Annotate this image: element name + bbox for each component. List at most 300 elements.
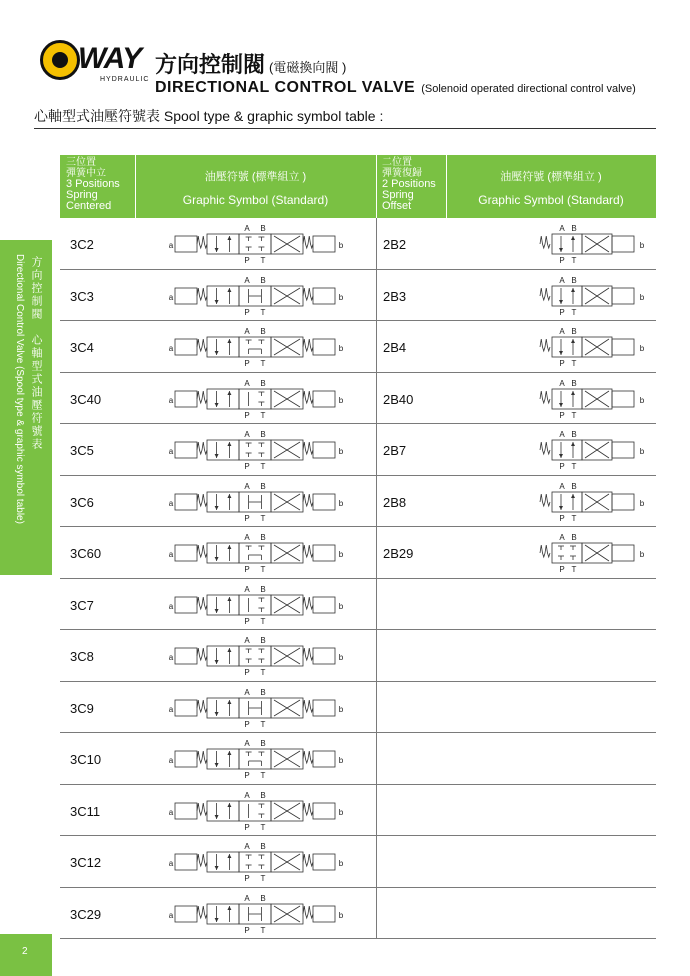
spring-a — [197, 494, 207, 506]
solenoid-a-box — [175, 854, 197, 870]
port-p-label: P — [244, 410, 250, 420]
spring-offset — [540, 545, 550, 557]
port-t-label: T — [260, 359, 266, 368]
three-position-symbol — [169, 791, 344, 832]
port-b-label: B — [260, 636, 266, 645]
spring-b — [303, 854, 313, 866]
solenoid-b-box — [313, 288, 335, 304]
port-t-label: T — [571, 565, 577, 574]
table-row — [60, 270, 656, 322]
flow-arrow-head — [227, 597, 231, 601]
header3-en1: 3 Positions — [66, 178, 120, 190]
flow-arrow-head — [227, 648, 231, 652]
spring-b — [303, 700, 313, 712]
solenoid-a-label: a — [168, 292, 174, 302]
table-row — [60, 836, 656, 888]
spring-b — [303, 751, 313, 763]
port-t-label: T — [260, 771, 266, 780]
solenoid-a-box — [175, 545, 197, 561]
two-position-symbol — [540, 327, 645, 368]
symbol-canvas — [60, 888, 656, 939]
header3-en3: Centered — [66, 200, 112, 212]
flow-arrow-head — [571, 494, 575, 498]
three-position-symbol — [169, 482, 344, 523]
flow-arrow-head — [227, 906, 231, 910]
envelope-left — [207, 852, 239, 872]
symbol-canvas — [60, 424, 656, 475]
solenoid-box — [612, 442, 634, 458]
page-number-tab — [0, 934, 52, 976]
spring-offset — [540, 288, 550, 300]
solenoid-a-box — [175, 391, 197, 407]
port-a-label: A — [559, 224, 565, 233]
solenoid-b-label: b — [338, 344, 344, 353]
envelope-left — [552, 286, 582, 306]
port-b-label: B — [260, 533, 266, 542]
solenoid-a-label: a — [168, 807, 174, 817]
envelope-left — [552, 234, 582, 254]
port-t-label: T — [260, 616, 266, 626]
port-p-label: P — [244, 565, 250, 574]
envelope-left — [207, 749, 239, 769]
envelope-left — [207, 595, 239, 615]
page-number: 2 — [22, 946, 28, 957]
solenoid-b-label: b — [338, 447, 344, 456]
port-b-label: B — [571, 378, 577, 388]
solenoid-a-label: a — [168, 756, 174, 765]
solenoid-a-box — [175, 700, 197, 716]
spring-a — [197, 288, 207, 300]
flow-arrow-head — [227, 391, 231, 395]
spring-a — [197, 648, 207, 660]
envelope-center — [239, 440, 271, 460]
port-t-label: T — [571, 359, 577, 368]
solenoid-box — [612, 288, 634, 304]
three-position-symbol — [169, 379, 344, 420]
spool-code-3-position: 3C40 — [70, 391, 102, 407]
port-a-label: A — [244, 842, 250, 851]
port-a-label: A — [244, 739, 250, 748]
header2-en1: 2 Positions — [382, 178, 436, 190]
port-t-label: T — [260, 462, 266, 471]
envelope-center — [239, 749, 271, 769]
port-a-label: A — [559, 378, 565, 388]
spring-b — [303, 288, 313, 300]
spring-offset — [540, 339, 550, 351]
solenoid-a-label: a — [168, 344, 174, 353]
spring-a — [197, 391, 207, 403]
spring-a — [197, 803, 207, 815]
solenoid-a-box — [175, 288, 197, 304]
envelope-center — [239, 852, 271, 872]
solenoid-a-box — [175, 906, 197, 922]
port-p-label: P — [244, 462, 250, 471]
envelope-left — [207, 543, 239, 563]
port-p-label: P — [559, 513, 565, 523]
spring-a — [197, 545, 207, 557]
spool-code-2-position: 2B29 — [383, 546, 414, 561]
flow-arrow-head — [559, 403, 563, 407]
solenoid-box — [612, 391, 634, 407]
spring-b — [303, 545, 313, 557]
solenoid-b-box — [313, 236, 335, 252]
envelope-left — [552, 492, 582, 512]
flow-arrow-head — [215, 660, 219, 664]
solenoid-b-box — [313, 545, 335, 561]
spool-code-2-position: 2B40 — [383, 391, 414, 407]
flow-arrow-head — [227, 339, 231, 343]
port-b-label: B — [260, 378, 266, 388]
three-position-symbol — [169, 688, 344, 729]
flow-arrow-head — [559, 506, 563, 510]
solenoid-box — [612, 236, 634, 252]
solenoid-b-label: b — [338, 910, 344, 920]
table-row — [60, 373, 656, 425]
flow-arrow-head — [559, 300, 563, 304]
port-a-label: A — [244, 275, 250, 285]
three-position-symbol — [169, 327, 344, 368]
symbol-canvas — [60, 476, 656, 527]
port-a-label: A — [559, 275, 565, 285]
spring-offset — [540, 236, 550, 248]
flow-arrow-head — [559, 454, 563, 458]
side-tab-cn: 方向控制閥 心軸型式油壓符號表 — [30, 256, 42, 451]
solenoid-b-label: b — [639, 241, 645, 250]
flow-arrow-head — [227, 494, 231, 498]
solenoid-b-label: b — [338, 550, 344, 559]
header3-en2: Spring — [66, 189, 98, 201]
header-separator — [446, 155, 447, 218]
flow-arrow-head — [227, 545, 231, 549]
solenoid-a-box — [175, 236, 197, 252]
port-t-label: T — [260, 410, 266, 420]
port-b-label: B — [260, 275, 266, 285]
spring-a — [197, 597, 207, 609]
header2-cn1: 二位置 — [382, 157, 412, 168]
table-row — [60, 424, 656, 476]
port-b-label: B — [571, 430, 577, 439]
solenoid-b-label: b — [639, 550, 645, 559]
flow-arrow-head — [571, 442, 575, 446]
port-a-label: A — [244, 533, 250, 542]
header-2-positions — [376, 155, 446, 218]
port-p-label: P — [559, 256, 565, 265]
envelope-left — [207, 389, 239, 409]
title-en-sub: (Solenoid operated directional control valve) — [421, 83, 636, 95]
solenoid-b-label: b — [338, 807, 344, 817]
solenoid-b-box — [313, 442, 335, 458]
spring-a — [197, 700, 207, 712]
spool-code-2-position: 2B7 — [383, 443, 407, 458]
port-a-label: A — [244, 224, 250, 233]
solenoid-b-label: b — [338, 859, 344, 868]
envelope-left — [207, 492, 239, 512]
port-a-label: A — [559, 533, 565, 542]
spool-code-3-position: 3C10 — [70, 752, 102, 767]
table-row — [60, 630, 656, 682]
port-a-label: A — [244, 636, 250, 645]
port-a-label: A — [244, 790, 250, 800]
spring-b — [303, 339, 313, 351]
spool-code-2-position: 2B2 — [383, 237, 407, 252]
spool-code-3-position: 3C12 — [70, 855, 102, 870]
three-position-symbol — [169, 585, 344, 626]
flow-arrow-head — [215, 918, 219, 922]
spring-b — [303, 391, 313, 403]
solenoid-b-box — [313, 700, 335, 716]
symbol-canvas — [60, 682, 656, 733]
logo-text: WAY — [78, 42, 142, 75]
table-row — [60, 476, 656, 528]
flow-arrow-head — [227, 288, 231, 292]
port-t-label: T — [571, 307, 577, 317]
solenoid-a-label: a — [168, 653, 174, 662]
spring-offset — [540, 391, 550, 403]
port-a-label: A — [244, 327, 250, 336]
spring-b — [303, 597, 313, 609]
envelope-left — [207, 440, 239, 460]
section-divider — [34, 128, 656, 129]
envelope-left — [207, 286, 239, 306]
spring-a — [197, 854, 207, 866]
table-row — [60, 733, 656, 785]
port-b-label: B — [571, 327, 577, 336]
port-p-label: P — [559, 307, 565, 317]
spool-code-3-position: 3C8 — [70, 649, 94, 664]
envelope-center — [239, 595, 271, 615]
solenoid-b-box — [313, 494, 335, 510]
two-position-symbol — [540, 276, 645, 317]
header-symbol-en: Graphic Symbol (Standard) — [182, 193, 329, 207]
envelope-left — [207, 337, 239, 357]
spool-code-3-position: 3C7 — [70, 597, 94, 613]
port-t-label: T — [260, 256, 266, 265]
envelope-center — [239, 801, 271, 821]
solenoid-b-label: b — [639, 344, 645, 353]
solenoid-b-label: b — [338, 292, 344, 302]
flow-arrow-head — [227, 700, 231, 704]
flow-arrow-head — [215, 248, 219, 252]
port-p-label: P — [244, 256, 250, 265]
spring-b — [303, 906, 313, 918]
port-p-label: P — [244, 668, 250, 677]
flow-arrow-head — [559, 351, 563, 355]
envelope-center — [239, 646, 271, 666]
symbol-canvas — [60, 785, 656, 836]
flow-arrow-head — [571, 288, 575, 292]
solenoid-b-box — [313, 906, 335, 922]
table-row — [60, 785, 656, 837]
solenoid-b-label: b — [338, 653, 344, 662]
page-title-en — [155, 79, 636, 97]
spring-b — [303, 494, 313, 506]
symbol-canvas — [60, 630, 656, 681]
port-b-label: B — [260, 430, 266, 439]
port-t-label: T — [260, 565, 266, 574]
spring-a — [197, 339, 207, 351]
solenoid-a-box — [175, 751, 197, 767]
solenoid-b-label: b — [338, 395, 344, 405]
solenoid-b-box — [313, 751, 335, 767]
port-b-label: B — [260, 327, 266, 336]
solenoid-b-box — [313, 391, 335, 407]
flow-arrow-head — [215, 351, 219, 355]
port-p-label: P — [244, 359, 250, 368]
three-position-symbol — [169, 842, 344, 883]
flow-arrow-head — [215, 557, 219, 561]
envelope-left — [552, 440, 582, 460]
header2-en2: Spring — [382, 189, 414, 201]
table-row — [60, 218, 656, 270]
three-position-symbol — [169, 276, 344, 317]
solenoid-a-label: a — [168, 550, 174, 559]
two-position-symbol — [540, 482, 645, 523]
port-t-label: T — [260, 513, 266, 523]
solenoid-b-label: b — [338, 704, 344, 714]
port-a-label: A — [244, 481, 250, 491]
solenoid-a-box — [175, 803, 197, 819]
spool-code-2-position: 2B3 — [383, 288, 407, 304]
port-t-label: T — [571, 462, 577, 471]
solenoid-b-box — [313, 339, 335, 355]
table-row — [60, 682, 656, 734]
port-a-label: A — [559, 481, 565, 491]
table-row — [60, 321, 656, 373]
envelope-left — [207, 904, 239, 924]
port-t-label: T — [260, 874, 266, 883]
spool-code-3-position: 3C29 — [70, 906, 102, 922]
port-b-label: B — [571, 533, 577, 542]
solenoid-box — [612, 339, 634, 355]
envelope-left — [207, 234, 239, 254]
spring-a — [197, 906, 207, 918]
port-a-label: A — [244, 584, 250, 594]
solenoid-box — [612, 545, 634, 561]
port-p-label: P — [559, 565, 565, 574]
port-t-label: T — [571, 410, 577, 420]
port-t-label: T — [260, 668, 266, 677]
solenoid-b-box — [313, 854, 335, 870]
flow-arrow-head — [571, 236, 575, 240]
solenoid-a-label: a — [168, 395, 174, 405]
flow-arrow-head — [559, 248, 563, 252]
solenoid-a-box — [175, 442, 197, 458]
solenoid-a-box — [175, 339, 197, 355]
solenoid-box — [612, 494, 634, 510]
flow-arrow-head — [215, 866, 219, 870]
flow-arrow-head — [215, 609, 219, 613]
header-symbol-en-2: Graphic Symbol (Standard) — [478, 193, 624, 207]
solenoid-b-label: b — [338, 756, 344, 765]
port-b-label: B — [260, 842, 266, 851]
side-tab-en: Directional Control Valve (Spool type & graphic symbol table) — [14, 254, 25, 524]
spring-b — [303, 648, 313, 660]
symbol-canvas — [60, 270, 656, 321]
side-tab — [0, 240, 52, 575]
flow-arrow-head — [227, 442, 231, 446]
solenoid-b-label: b — [338, 241, 344, 250]
three-position-symbol — [169, 430, 344, 471]
header-symbol-cn: 油壓符號 (標準組立 ) — [204, 171, 307, 183]
port-p-label: P — [244, 822, 250, 832]
three-position-symbol — [169, 636, 344, 677]
solenoid-a-label: a — [168, 241, 174, 250]
envelope-left — [207, 646, 239, 666]
spool-code-2-position: 2B8 — [383, 494, 407, 510]
symbol-canvas — [60, 579, 656, 630]
title-cn-main: 方向控制閥 — [155, 52, 266, 77]
spool-code-3-position: 3C11 — [70, 803, 101, 819]
spool-table — [60, 218, 656, 939]
port-t-label: T — [571, 256, 577, 265]
spool-code-3-position: 3C9 — [70, 700, 94, 716]
port-t-label: T — [260, 822, 266, 832]
port-a-label: A — [244, 687, 250, 697]
spring-a — [197, 236, 207, 248]
solenoid-b-label: b — [639, 447, 645, 456]
flow-arrow-head — [571, 339, 575, 343]
envelope-left — [552, 543, 582, 563]
spool-code-2-position: 2B4 — [383, 340, 407, 355]
table-row — [60, 888, 656, 940]
flow-arrow-head — [215, 815, 219, 819]
solenoid-a-label: a — [168, 498, 174, 508]
solenoid-a-label: a — [168, 910, 174, 920]
spring-b — [303, 803, 313, 815]
flow-arrow-head — [227, 236, 231, 240]
title-en-main: DIRECTIONAL CONTROL VALVE — [155, 79, 416, 96]
solenoid-b-label: b — [338, 601, 344, 611]
port-b-label: B — [260, 790, 266, 800]
spool-code-3-position: 3C3 — [70, 288, 94, 304]
envelope-center — [239, 543, 271, 563]
three-position-symbol — [169, 894, 344, 935]
table-row — [60, 527, 656, 579]
port-a-label: A — [244, 893, 250, 903]
solenoid-a-label: a — [168, 859, 174, 868]
spool-code-3-position: 3C5 — [70, 443, 94, 458]
envelope-center — [239, 389, 271, 409]
two-position-symbol — [540, 533, 645, 574]
port-p-label: P — [244, 874, 250, 883]
port-t-label: T — [260, 307, 266, 317]
solenoid-b-box — [313, 597, 335, 613]
port-b-label: B — [260, 739, 266, 748]
port-b-label: B — [260, 481, 266, 491]
symbol-canvas — [60, 527, 656, 578]
port-p-label: P — [244, 513, 250, 523]
port-a-label: A — [559, 327, 565, 336]
solenoid-b-label: b — [639, 292, 645, 302]
spool-code-3-position: 3C4 — [70, 340, 94, 355]
envelope-left — [552, 337, 582, 357]
flow-arrow-head — [215, 763, 219, 767]
port-p-label: P — [244, 925, 250, 935]
solenoid-a-label: a — [168, 447, 174, 456]
spring-offset — [540, 494, 550, 506]
envelope-left — [207, 698, 239, 718]
spring-b — [303, 442, 313, 454]
port-b-label: B — [571, 275, 577, 285]
header-separator — [376, 155, 377, 218]
port-a-label: A — [244, 430, 250, 439]
flow-arrow-head — [215, 454, 219, 458]
flow-arrow-head — [227, 854, 231, 858]
flow-arrow-head — [215, 506, 219, 510]
port-a-label: A — [559, 430, 565, 439]
spool-code-3-position: 3C60 — [70, 546, 102, 561]
page-title-cn — [155, 48, 346, 79]
